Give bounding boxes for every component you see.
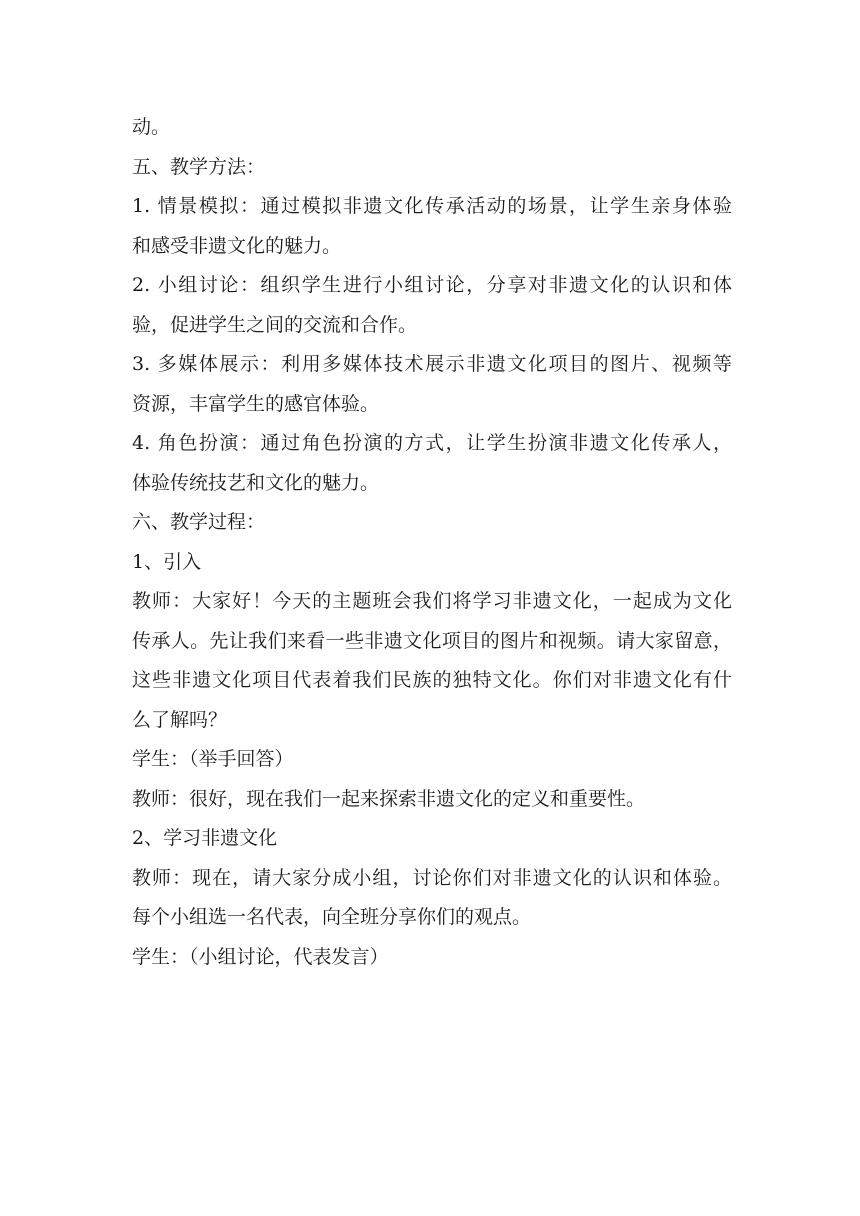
text-line: 传承人。先让我们来看一些非遗文化项目的图片和视频。请大家留意， (132, 629, 732, 652)
text-line: 这些非遗文化项目代表着我们民族的独特文化。你们对非遗文化有什 (132, 669, 732, 691)
text-line: 1. 情景模拟：通过模拟非遗文化传承活动的场景，让学生亲身体验 (132, 195, 732, 217)
text-line: 资源，丰富学生的感官体验。 (132, 392, 380, 415)
text-line: 六、教学过程： (132, 511, 266, 533)
text-line: 1、引入 (132, 550, 202, 573)
text-line: 么了解吗？ (132, 708, 228, 731)
text-line: 4. 角色扮演：通过角色扮演的方式，让学生扮演非遗文化传承人， (132, 432, 732, 454)
text-line: 验，促进学生之间的交流和合作。 (132, 313, 418, 336)
text-line: 体验传统技艺和文化的魅力。 (132, 471, 380, 494)
text-line: 和感受非遗文化的魅力。 (132, 234, 342, 257)
text-line: 五、教学方法： (132, 155, 266, 178)
document-body (132, 108, 732, 977)
text-line: 教师：很好，现在我们一起来探索非遗文化的定义和重要性。 (132, 787, 646, 810)
text-line: 学生：（举手回答） (132, 748, 294, 770)
text-line: 学生：（小组讨论，代表发言） (132, 945, 389, 968)
text-line: 教师：大家好！今天的主题班会我们将学习非遗文化，一起成为文化 (132, 590, 732, 612)
text-line: 3. 多媒体展示：利用多媒体技术展示非遗文化项目的图片、视频等 (132, 353, 732, 375)
text-line: 2、学习非遗文化 (132, 827, 278, 849)
text-line: 2. 小组讨论：组织学生进行小组讨论，分享对非遗文化的认识和体 (132, 274, 732, 296)
text-line: 教师：现在，请大家分成小组，讨论你们对非遗文化的认识和体验。 (132, 866, 732, 889)
text-line: 每个小组选一名代表，向全班分享你们的观点。 (132, 906, 532, 928)
text-line: 动。 (132, 116, 171, 138)
